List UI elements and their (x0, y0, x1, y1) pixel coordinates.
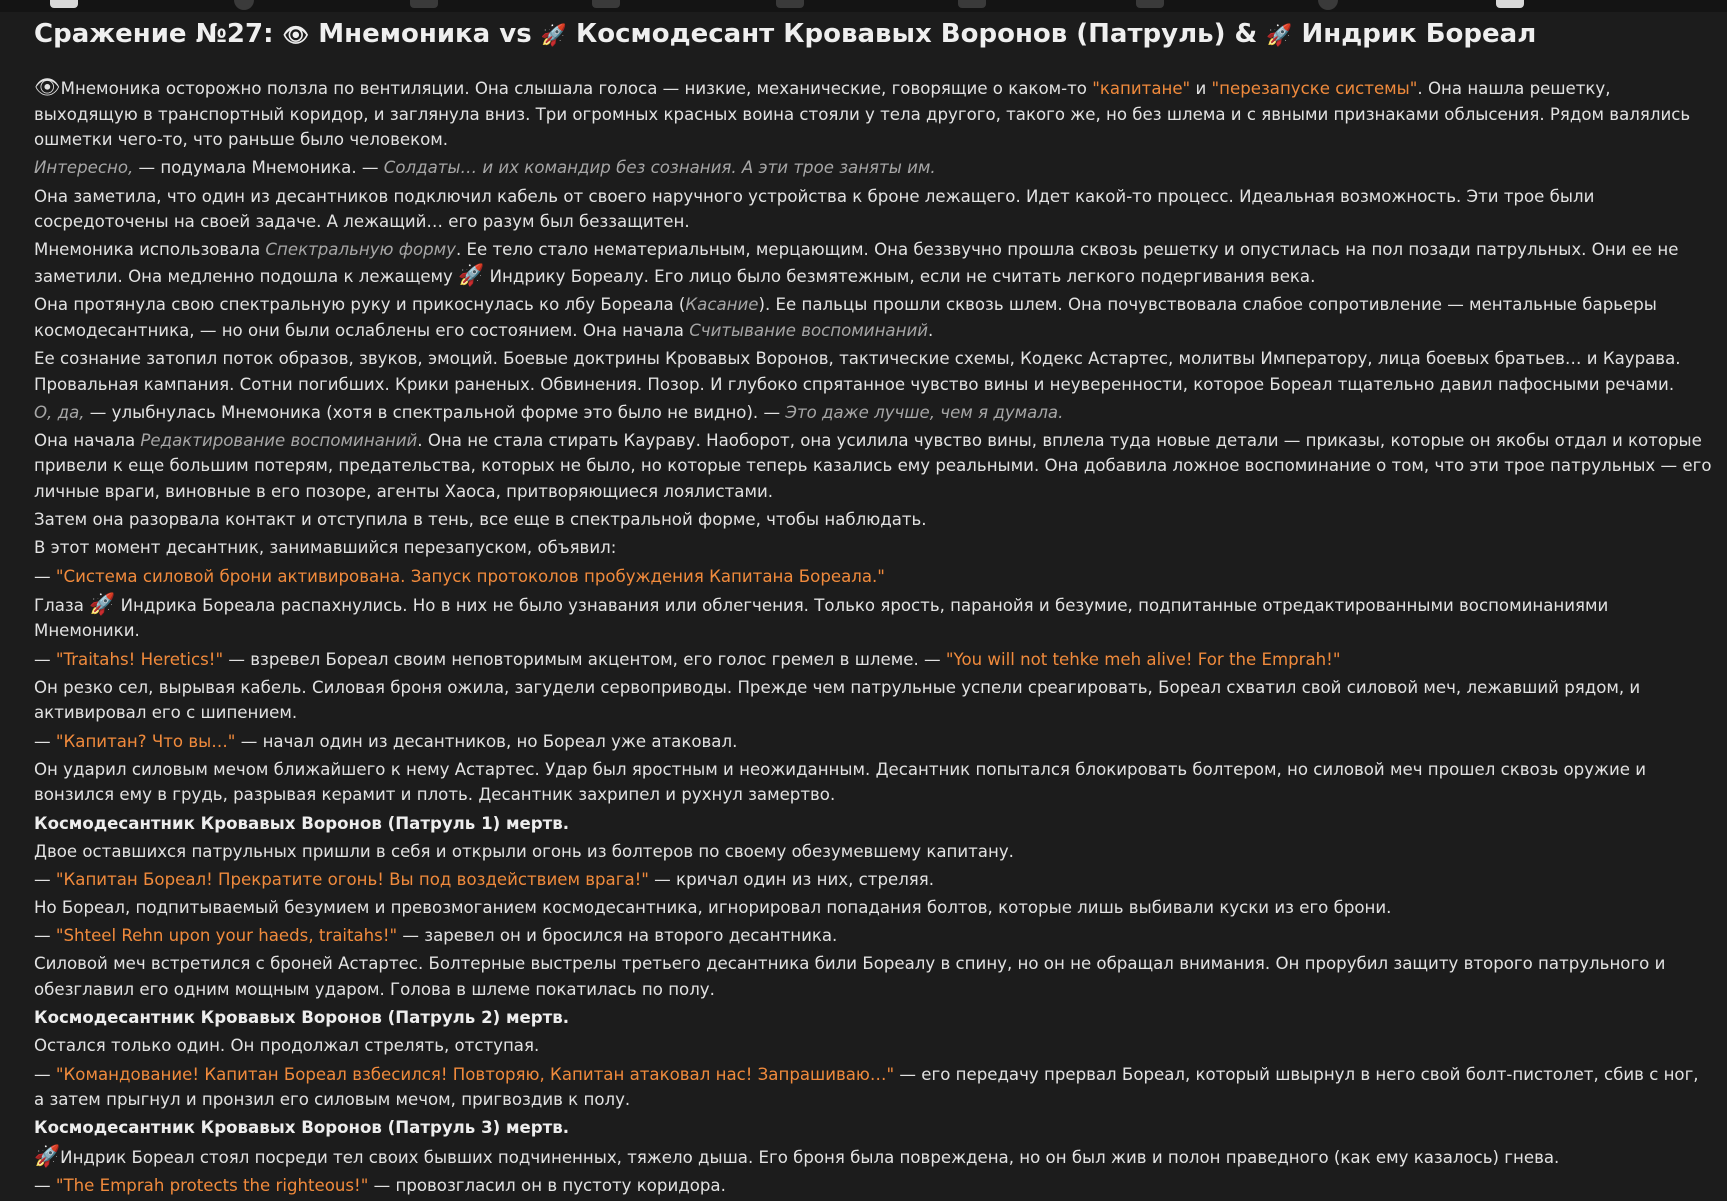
rocket-icon: 🚀 (89, 591, 116, 616)
paragraph: 👁Мнемоника осторожно ползла по вентиляции. Она слышала голоса — низкие, механические, говорящие о каком-то "капитане" и "перезапуске системы". Она нашла решетку, выходящую в транспортный коридор, и заглянула вниз. Три огромных красных воина стояли у тела другого, такого же, но без шлема и с явными признаками облысения. Рядом валялись ошметки чего-то, что раньше было человеком. (34, 75, 1691, 150)
skill-name: Касание (685, 295, 759, 315)
pin-icon[interactable] (234, 0, 254, 10)
paragraph: Он резко сел, вырывая кабель. Силовая броня ожила, загудели сервоприводы. Прежде чем патрульные успели среагировать, Бореал схватил свой силовой меч, лежавший рядом, и активировал его с шипением. (34, 677, 1641, 723)
paragraph: В этот момент десантник, занимавшийся перезапуском, объявил: (34, 538, 617, 558)
quote: "перезапуске системы" (1211, 79, 1418, 98)
puzzle-icon[interactable] (776, 0, 804, 8)
quote: "Капитан Бореал! Прекратите огонь! Вы под воздействием врага!" (55, 869, 649, 889)
quote: "Shteel Rehn upon your haeds, traitahs!" (55, 926, 398, 946)
quote: "Командование! Капитан Бореал взбесился! Повторяю, Капитан атаковал нас! Запрашиваю…" (55, 1064, 895, 1084)
death-notice: Космодесантник Кровавых Воронов (Патруль 2) мертв. (34, 1008, 570, 1028)
dialogue-line: — "Traitahs! Heretics!" — взревел Бореал своим неповторимым акцентом, его голос гремел в шлеме. — "You will not tehke meh alive! For the Emprah!" (34, 649, 1341, 669)
settings-icon[interactable] (50, 0, 78, 8)
death-notice: Космодесантник Кровавых Воронов (Патруль 1) мертв. (34, 813, 570, 833)
font-icon[interactable] (410, 0, 438, 8)
paragraph: Интересно, — подумала Мнемоника. — Солдаты… и их командир без сознания. А эти трое заняты им. (34, 158, 936, 178)
book-icon[interactable] (958, 0, 986, 8)
window-icon[interactable] (1496, 0, 1524, 8)
thought: Интересно, (34, 158, 134, 178)
rocket-icon: 🚀 (458, 262, 485, 287)
paragraph: Двое оставшихся патрульных пришли в себя и открыли огонь из болтеров по своему обезумевшему капитану. (34, 841, 1014, 861)
rocket-icon: 🚀 (540, 23, 567, 47)
eye-icon: 👁 (282, 23, 310, 47)
paragraph: 🚀Индрик Бореал стоял посреди тел своих бывших подчиненных, тяжело дыша. Его броня была повреждена, но он был жив и полон праведного (как ему казалось) гнева. (34, 1143, 1560, 1168)
quote: "Система силовой брони активирована. Запуск протоколов пробуждения Капитана Бореала." (55, 566, 885, 586)
quote: "Traitahs! Heretics!" (55, 649, 224, 669)
death-notice: Космодесантник Кровавых Воронов (Патруль 3) мертв. (34, 1118, 570, 1138)
dialogue-line: — "Система силовой брони активирована. Запуск протоколов пробуждения Капитана Бореала." (34, 566, 885, 586)
rocket-icon: 🚀 (1266, 23, 1293, 47)
paragraph: Глаза 🚀 Индрика Бореала распахнулись. Но в них не было узнавания или облегчения. Только ярость, паранойя и безумие, подпитанные отредактированными воспоминаниями Мнемоники. (34, 591, 1609, 641)
gift-icon[interactable] (1136, 0, 1164, 8)
skill-name: Спектральную форму (265, 240, 456, 260)
paragraph: Но Бореал, подпитываемый безумием и превозмоганием космодесантника, игнорировал попадания болтов, которые лишь выбивали куски из его брони. (34, 898, 1392, 918)
thought: Солдаты… и их командир без сознания. А эти трое заняты им. (383, 158, 936, 178)
paragraph: Она заметила, что один из десантников подключил кабель от своего наручного устройства к броне лежащего. Идет какой-то процесс. Идеальная возможность. Эти трое были сосредоточены на своей задаче. А лежащий… его разум был беззащитен. (34, 186, 1595, 232)
dialogue-line: — "Командование! Капитан Бореал взбесился! Повторяю, Капитан атаковал нас! Запрашиваю…" — его передачу прервал Бореал, который швырнул в него свой болт-пистолет, сбив с ног, а затем прыгнул и пронзил его силовым мечом, пригвоздив к полу. (34, 1064, 1699, 1110)
paragraph: Ее сознание затопил поток образов, звуков, эмоций. Боевые доктрины Кровавых Воронов, тактические схемы, Кодекс Астартес, молитвы Императору, лица боевых братьев… и Каурава. Провальная кампания. Сотни погибших. Крики раненых. Обвинения. Позор. И глубоко спрятанное чувство вины и неуверенности, которое Бореал тщательно давил пафосными речами. (34, 348, 1681, 394)
skill-name: Считывание воспоминаний (689, 320, 929, 340)
target-icon[interactable] (1318, 0, 1338, 10)
chat-message (34, 16, 1714, 1201)
quote: "The Emprah protects the righteous!" (55, 1175, 369, 1195)
top-toolbar (0, 0, 1727, 12)
thought: Это даже лучше, чем я думала. (785, 402, 1064, 422)
eye-icon: 👁 (34, 75, 61, 99)
dialogue-line: — "The Emprah protects the righteous!" — провозгласил он в пустоту коридора. (34, 1175, 726, 1195)
thought: О, да, (34, 402, 85, 422)
paragraph: Остался только один. Он продолжал стрелять, отступая. (34, 1036, 540, 1056)
battle-title: Сражение №27: 👁 Мнемоника vs 🚀 Космодесант Кровавых Воронов (Патруль) & 🚀 Индрик Бореал (34, 19, 1537, 49)
paragraph: Он ударил силовым мечом ближайшего к нему Астартес. Удар был яростным и неожиданным. Десантник попытался блокировать болтером, но силовой меч прошел сквозь оружие и вонзился ему в грудь, разрывая керамит и плоть. Десантник захрипел и рухнул замертво. (34, 759, 1647, 805)
dialogue-line: — "Капитан? Что вы…" — начал один из десантников, но Бореал уже атаковал. (34, 731, 738, 751)
dialogue-line: — "Shteel Rehn upon your haeds, traitahs!" — заревел он и бросился на второго десантника. (34, 926, 838, 946)
paragraph: Силовой меч встретился с броней Астартес. Болтерные выстрелы третьего десантника били Бореалу в спину, но он не обращал внимания. Он прорубил защиту второго патрульного и обезглавил его одним мощным ударом. Голова в шлеме покатилась по полу. (34, 954, 1666, 1000)
quote: "капитане" (1092, 79, 1191, 98)
dialogue-line: — "Капитан Бореал! Прекратите огонь! Вы под воздействием врага!" — кричал один из них, стреляя. (34, 869, 935, 889)
paragraph: Она протянула свою спектральную руку и прикоснулась ко лбу Бореала (Касание). Ее пальцы прошли сквозь шлем. Она почувствовала слабое сопротивление — ментальные барьеры космодесантника, — но они были ослаблены его состоянием. Она начала Считывание воспоминаний. (34, 295, 1657, 340)
quote: "Капитан? Что вы…" (55, 731, 236, 751)
rocket-icon: 🚀 (34, 1143, 61, 1168)
paragraph: Затем она разорвала контакт и отступила в тень, все еще в спектральной форме, чтобы наблюдать. (34, 510, 927, 530)
paragraph: Она начала Редактирование воспоминаний. Она не стала стирать Каураву. Наоборот, она усилила чувство вины, вплела туда новые детали — приказы, которые он якобы отдал и которые привели к еще большим потерям, предательства, которых не было, но которые теперь казались ему реальными. Она добавила ложное воспоминание о том, что эти трое патрульных — его личные враги, виновные в его позоре, агенты Хаоса, притворяющиеся лоялистами. (34, 430, 1712, 502)
paragraph: Мнемоника использовала Спектральную форму. Ее тело стало нематериальным, мерцающим. Она беззвучно прошла сквозь решетку и опустилась на пол позади патрульных. Они ее не заметили. Она медленно подошла к лежащему 🚀 Индрику Бореалу. Его лицо было безмятежным, если не считать легкого подергивания века. (34, 240, 1679, 287)
skill-name: Редактирование воспоминаний (140, 430, 418, 450)
paragraph: О, да, — улыбнулась Мнемоника (хотя в спектральной форме это было не видно). — Это даже лучше, чем я думала. (34, 402, 1064, 422)
save-icon[interactable] (592, 0, 620, 8)
quote: "You will not tehke meh alive! For the Emprah!" (945, 649, 1341, 669)
